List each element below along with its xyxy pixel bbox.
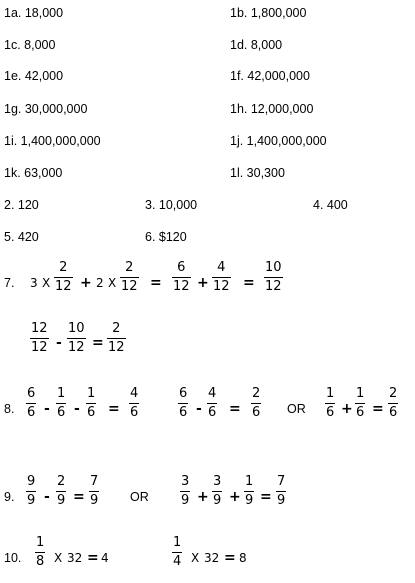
numerator: 3	[213, 474, 222, 489]
fraction	[89, 475, 99, 508]
answer-1i: 1i. 1,400,000,000	[4, 134, 101, 148]
numerator: 2	[112, 321, 121, 336]
numerator: 10	[265, 260, 282, 275]
numerator: 1	[173, 535, 182, 550]
numerator: 7	[277, 474, 286, 489]
times-sign: X	[108, 276, 117, 290]
minus-sign: -	[74, 401, 80, 417]
fraction	[178, 387, 188, 420]
denominator: 6	[87, 405, 96, 420]
numerator: 9	[27, 474, 36, 489]
numerator: 6	[179, 386, 188, 401]
denominator: 12	[68, 340, 85, 355]
fraction	[56, 387, 66, 420]
numerator: 10	[68, 321, 85, 336]
or-label: OR	[130, 490, 149, 504]
answer-1f: 1f. 42,000,000	[230, 69, 310, 83]
denominator: 12	[31, 340, 48, 355]
denominator: 9	[213, 493, 222, 508]
denominator: 6	[27, 405, 36, 420]
result: 4	[101, 551, 109, 565]
fraction	[172, 536, 182, 569]
equals-sign: =	[229, 401, 241, 417]
fraction	[54, 261, 73, 294]
question-9-label: 9.	[4, 490, 15, 504]
denominator: 12	[265, 279, 282, 294]
numerator: 1	[245, 474, 254, 489]
fraction	[244, 475, 254, 508]
fraction	[212, 261, 231, 294]
numerator: 2	[59, 260, 68, 275]
answer-3: 3. 10,000	[145, 198, 198, 212]
answer-1b: 1b. 1,800,000	[230, 6, 307, 20]
or-label: OR	[287, 402, 306, 416]
numerator: 4	[208, 386, 217, 401]
denominator: 12	[173, 279, 190, 294]
numerator: 1	[356, 386, 365, 401]
fraction	[120, 261, 139, 294]
answer-4: 4. 400	[313, 198, 348, 212]
equals-sign: =	[243, 275, 255, 291]
numerator: 12	[31, 321, 48, 336]
plus-sign: +	[341, 401, 353, 417]
equals-sign: =	[87, 550, 99, 566]
answer-1l: 1l. 30,300	[230, 166, 285, 180]
plus-sign: +	[197, 489, 209, 505]
equals-sign: =	[108, 401, 120, 417]
fraction	[388, 387, 398, 420]
times-sign: X	[191, 551, 200, 565]
multiplier: 32	[67, 551, 83, 565]
equals-sign: =	[150, 275, 162, 291]
minus-sign: -	[56, 335, 62, 351]
fraction	[26, 387, 36, 420]
plus-sign: +	[197, 275, 209, 291]
denominator: 4	[173, 554, 182, 569]
equals-sign: =	[92, 335, 104, 351]
result: 8	[239, 551, 247, 565]
fraction	[107, 322, 126, 355]
fraction	[86, 387, 96, 420]
numerator: 2	[125, 260, 134, 275]
question-8-label: 8.	[4, 402, 15, 416]
numerator: 2	[252, 386, 261, 401]
answer-2: 2. 120	[4, 198, 39, 212]
denominator: 6	[208, 405, 217, 420]
multiplier: 32	[204, 551, 220, 565]
numerator: 1	[326, 386, 335, 401]
fraction	[264, 261, 283, 294]
denominator: 6	[57, 405, 66, 420]
coefficient: 2	[96, 276, 104, 290]
denominator: 12	[213, 279, 230, 294]
answer-1d: 1d. 8,000	[230, 38, 283, 52]
numerator: 7	[90, 474, 99, 489]
equals-sign: =	[73, 489, 85, 505]
minus-sign: -	[44, 401, 50, 417]
numerator: 6	[27, 386, 36, 401]
plus-sign: +	[80, 275, 92, 291]
question-7-label: 7.	[4, 276, 15, 290]
fraction	[355, 387, 365, 420]
denominator: 6	[326, 405, 335, 420]
numerator: 1	[87, 386, 96, 401]
equals-sign: =	[260, 489, 272, 505]
equals-sign: =	[224, 550, 236, 566]
denominator: 6	[179, 405, 188, 420]
answer-1c: 1c. 8,000	[4, 38, 56, 52]
times-sign: X	[42, 276, 51, 290]
answer-1h: 1h. 12,000,000	[230, 102, 314, 116]
denominator: 9	[27, 493, 36, 508]
denominator: 9	[245, 493, 254, 508]
fraction	[67, 322, 86, 355]
fraction	[30, 322, 49, 355]
answer-6: 6. $120	[145, 230, 187, 244]
minus-sign: -	[196, 401, 202, 417]
numerator: 1	[36, 535, 45, 550]
denominator: 6	[389, 405, 398, 420]
denominator: 8	[36, 554, 45, 569]
denominator: 9	[57, 493, 66, 508]
fraction	[207, 387, 217, 420]
denominator: 6	[130, 405, 139, 420]
times-sign: X	[54, 551, 63, 565]
question-10-label: 10.	[4, 551, 22, 565]
coefficient: 3	[30, 276, 38, 290]
answer-1e: 1e. 42,000	[4, 69, 64, 83]
answer-5: 5. 420	[4, 230, 39, 244]
denominator: 12	[55, 279, 72, 294]
answer-1a: 1a. 18,000	[4, 6, 64, 20]
numerator: 1	[57, 386, 66, 401]
plus-sign: +	[229, 489, 241, 505]
fraction	[26, 475, 36, 508]
denominator: 9	[277, 493, 286, 508]
fraction	[35, 536, 45, 569]
denominator: 12	[121, 279, 138, 294]
fraction	[172, 261, 191, 294]
answer-1g: 1g. 30,000,000	[4, 102, 88, 116]
answer-1j: 1j. 1,400,000,000	[230, 134, 327, 148]
denominator: 12	[108, 340, 125, 355]
minus-sign: -	[44, 489, 50, 505]
denominator: 6	[252, 405, 261, 420]
numerator: 4	[217, 260, 226, 275]
equals-sign: =	[372, 401, 384, 417]
denominator: 6	[356, 405, 365, 420]
numerator: 2	[57, 474, 66, 489]
numerator: 3	[181, 474, 190, 489]
fraction	[251, 387, 261, 420]
denominator: 9	[181, 493, 190, 508]
fraction	[212, 475, 222, 508]
answer-1k: 1k. 63,000	[4, 166, 63, 180]
fraction	[325, 387, 335, 420]
numerator: 2	[389, 386, 398, 401]
fraction	[180, 475, 190, 508]
fraction	[56, 475, 66, 508]
fraction	[276, 475, 286, 508]
denominator: 9	[90, 493, 99, 508]
numerator: 4	[130, 386, 139, 401]
numerator: 6	[177, 260, 186, 275]
fraction	[129, 387, 139, 420]
